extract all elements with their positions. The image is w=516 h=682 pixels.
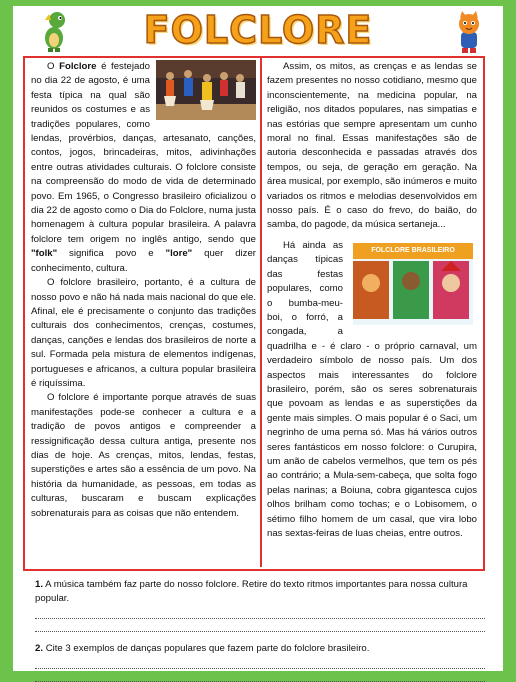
questions-area: [35, 578, 485, 682]
column-divider: [260, 58, 262, 567]
answer-line-2a[interactable]: [35, 657, 485, 669]
left-paragraph-1: O Folclore é festejado no dia 22 de agosto, é uma festa típica na qual são reunidos os costumes e as tradições populares, como lendas, provérbios, danças, artesanato, canções, contos, jogos, brincadeiras, mitos, adivinhações entre outras atividades culturais. O folclore consiste na compreensão do modo de vida de determinado povo. Em 1965, o Congresso brasileiro oficializou o dia 22 de agosto como o Dia do Folclore, numa justa homenagem à cultura popular brasileira. A palavra folclore tem origem no inglês antigo, sendo que "folk" significa povo e "lore" quer dizer conhecimento, cultura.: [31, 61, 256, 274]
left-paragraph-3: O folclore é importante porque através de suas manifestações pode-se conhecer a cultura e a tradição de povos antigos e compreender a ressignificação dessa cultura antiga, presente nos dias de hoje. As crenças, mitos, lendas, festas, superstições e artes são a essência de um povo. Na história da humanidade, as pessoas, em todas as culturas, buscaram e buscam explicações sobrenaturais para as coisas que não entendem.: [31, 392, 256, 519]
right-paragraph-1: Assim, os mitos, as crenças e as lendas se fazem presentes no nosso cotidiano, mesmo que inconscientemente, na medicina popular, na religião, nos ditados populares, nas simpatias e nas estórias que sempre apresentam um cunho moral no final. Essas manifestações são de autoria desconhecida e passadas através dos tempos, ou seja, de geração em geração. Na área musical, por exemplo, são inúmeros e muito variados os ritmos e melodias desenvolvidos em nosso país. É o caso do frevo, do baião, do samba, do pagode, da música sertaneja...: [267, 61, 477, 231]
question-2: 2. Cite 3 exemplos de danças populares que fazem parte do folclore brasileiro.: [35, 643, 370, 654]
left-paragraph-2: O folclore brasileiro, portanto, é a cultura de nosso povo e não há nada mais nacional do que ele. Afinal, ele é precisamente o conjunto das tradições culturais dos conhecimentos, crenças, costumes, danças, canções e lendas dos brasileiros de norte a sul. Formada pela mistura de elementos indígenas, portugueses e africanos, a cultura popular brasileira é riquíssima.: [31, 277, 256, 389]
right-column: [267, 60, 477, 541]
answer-line-1a[interactable]: [35, 607, 485, 619]
page-title: FOLCLORE: [143, 8, 373, 52]
folk-dancers-photo: [156, 60, 256, 120]
book-title: FOLCLORE BRASILEIRO: [371, 246, 455, 254]
worksheet-page: [13, 6, 503, 671]
right-paragraph-2: Há ainda as danças típicas das festas populares, como o bumba-meu-boi, o forró, a congada, a quadrilha e - é claro - o próprio carnaval, um verdadeiro símbolo de nosso país. Um dos aspectos mais interessantes do folclore brasileiro, porém, são os seres sobrenaturais que povoam as lendas e as superstições da gente mais simples. O mais popular é o Saci, um negrinho de uma perna só. Mas há vários outros seres fantásticos em nosso folclore: o Curupira, um anão de cabelos vermelhos, que tem os pés ao contrário; a Mula-sem-cabeça, que solta fogo pelas narinas; a Boiuna, cobra gigantesca cujos olhos brilham como tochas; e o Lobisomem, o sétimo filho homem de um casal, que vira lobo nas sextas-feiras de luas cheias, entre outros.: [267, 239, 477, 539]
answer-line-2b[interactable]: [35, 670, 485, 682]
question-1: 1. A música também faz parte do nosso folclore. Retire do texto ritmos importantes para nossa cultura popular.: [35, 579, 468, 604]
answer-line-1b[interactable]: [35, 620, 485, 632]
cat-mascot-icon: [453, 10, 485, 54]
folclore-brasileiro-book-cover: [349, 241, 477, 327]
left-column: [31, 60, 256, 521]
